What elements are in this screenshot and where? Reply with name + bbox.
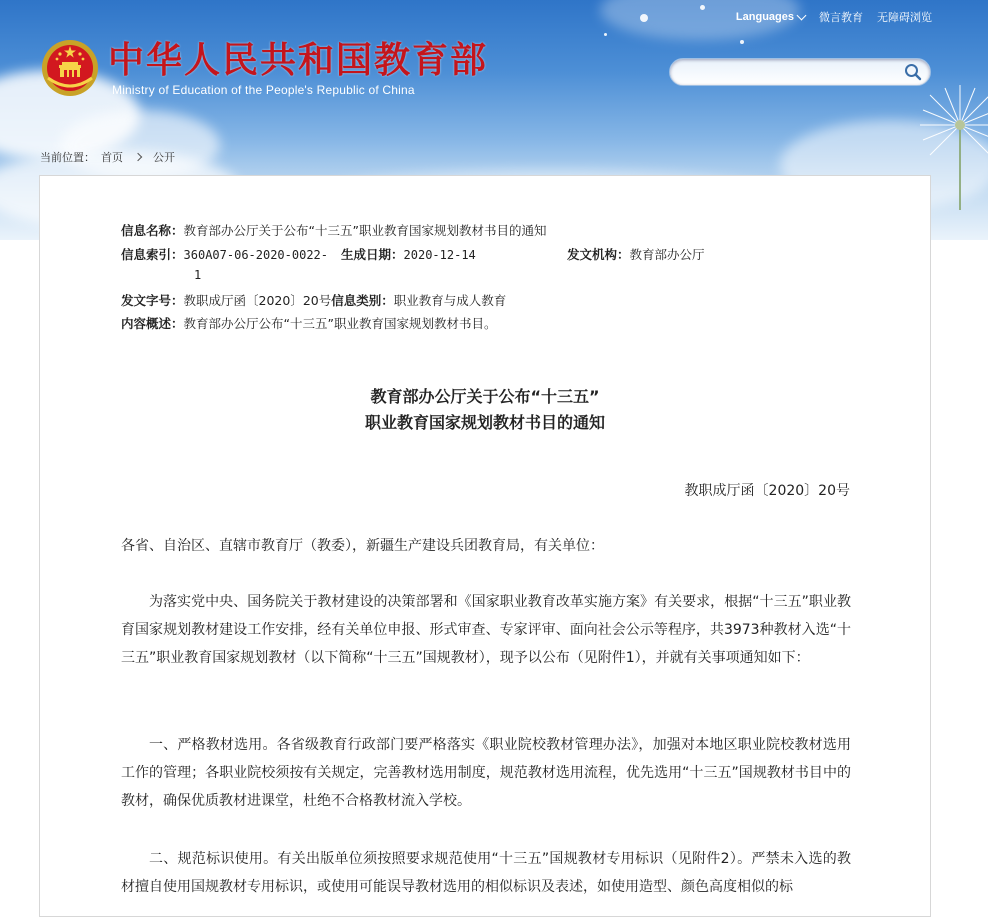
info-date-value: 2020-12-14 — [403, 248, 476, 262]
breadcrumb — [40, 149, 175, 165]
info-index-label: 信息索引： — [121, 247, 184, 262]
site-subtitle: Ministry of Education of the People's Republic of China — [112, 83, 415, 97]
search-box — [669, 58, 931, 86]
info-org-label: 发文机构： — [567, 247, 630, 262]
languages-label: Languages — [735, 11, 794, 23]
top-navigation — [736, 9, 932, 25]
search-icon[interactable] — [904, 63, 922, 81]
national-emblem-icon — [40, 38, 100, 98]
breadcrumb-prefix: 当前位置： — [40, 151, 95, 164]
breadcrumb-public[interactable]: 公开 — [153, 151, 175, 164]
info-date-label: 生成日期： — [341, 247, 404, 262]
languages-dropdown[interactable] — [736, 11, 805, 23]
info-name-label: 信息名称： — [121, 223, 184, 238]
chevron-right-icon — [134, 153, 142, 161]
info-category-value: 职业教育与成人教育 — [393, 293, 507, 308]
document-title-line2: 职业教育国家规划教材书目的通知 — [364, 413, 605, 432]
info-index-value-cont: 1 — [194, 268, 202, 282]
document-paragraph-3: 二、规范标识使用。有关出版单位须按照要求规范使用“十三五”国规教材专用标识（见附件2）。严禁未入选的教材擅自使用国规教材专用标识，或使用可能误导教材选用的相似标识及表述，如使用造型、颜色高度相似的标 — [121, 851, 851, 895]
document-title-line1: 教育部办公厅关于公布“十三五” — [370, 387, 600, 406]
info-category-label: 信息类别： — [331, 293, 394, 308]
info-name-value: 教育部办公厅关于公布“十三五”职业教育国家规划教材书目的通知 — [183, 223, 547, 238]
breadcrumb-home[interactable]: 首页 — [101, 151, 123, 164]
document-number: 教职成厅函〔2020〕20号 — [684, 483, 850, 499]
document-paragraph-2: 一、严格教材选用。各省级教育行政部门要严格落实《职业院校教材管理办法》，加强对本地区职业院校教材选用工作的管理；各职业院校须按有关规定，完善教材选用制度，规范教材选用流程，优先选用“十三五”国规教材书目中的教材，确保优质教材进课堂，杜绝不合格教材流入学校。 — [121, 737, 851, 809]
info-docno-label: 发文字号： — [121, 293, 184, 308]
article-container — [39, 175, 931, 917]
info-summary-value: 教育部办公厅公布“十三五”职业教育国家规划教材书目。 — [183, 316, 497, 331]
document-paragraph-1: 为落实党中央、国务院关于教材建设的决策部署和《国家职业教育改革实施方案》有关要求，根据“十三五”职业教育国家规划教材建设工作安排，经有关单位申报、形式审查、专家评审、面向社会公示等程序，共3973种教材入选“十三五”职业教育国家规划教材（以下简称“十三五”国规教材），现予以公布（见附件1），并就有关事项通知如下： — [121, 594, 851, 666]
info-index-value: 360A07-06-2020-0022- — [183, 248, 329, 262]
site-title[interactable]: 中华人民共和国教育部 — [108, 40, 489, 81]
chevron-down-icon — [797, 10, 807, 20]
info-org-value: 教育部办公厅 — [629, 247, 705, 262]
info-summary-label: 内容概述： — [121, 316, 184, 331]
document-salutation: 各省、自治区、直辖市教育厅（教委），新疆生产建设兵团教育局，有关单位： — [121, 538, 604, 554]
info-docno-value: 教职成厅函〔2020〕20号 — [183, 293, 332, 308]
accessibility-link[interactable]: 无障碍浏览 — [877, 11, 932, 24]
weibo-link[interactable]: 微言教育 — [819, 11, 863, 24]
search-input[interactable] — [680, 62, 894, 82]
